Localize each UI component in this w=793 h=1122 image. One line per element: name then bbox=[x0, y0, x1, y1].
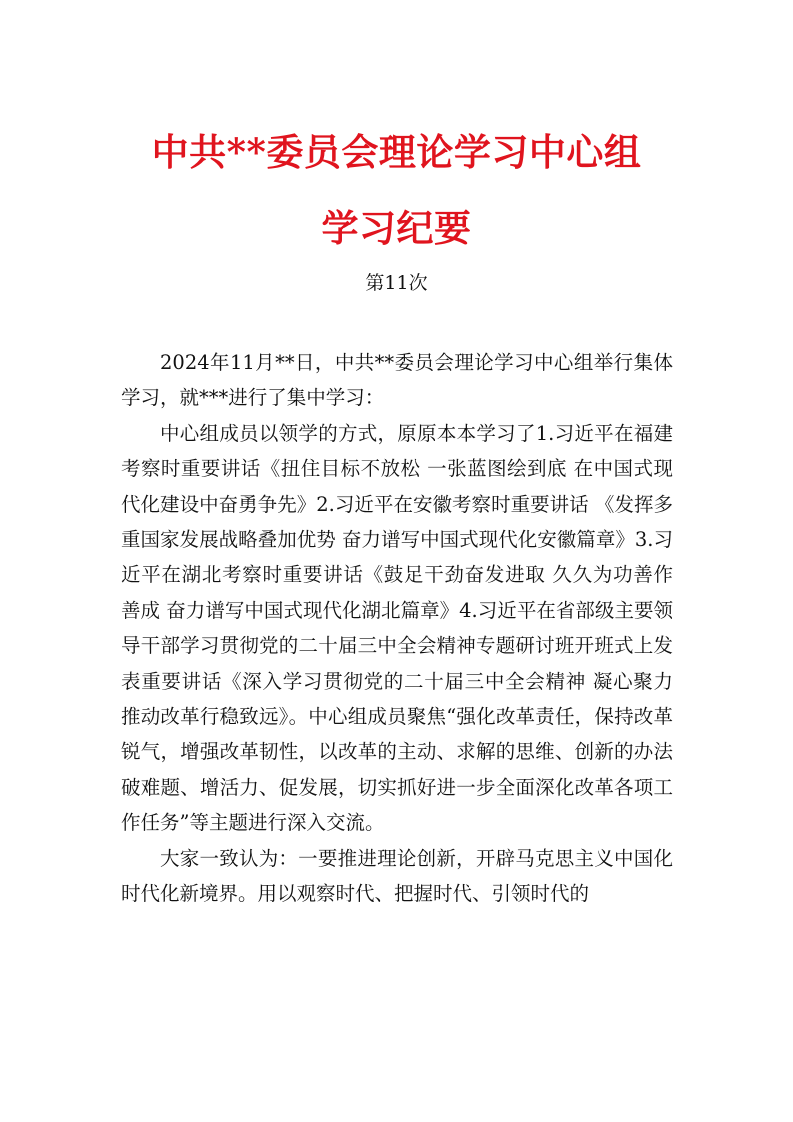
document-title-line-1: 中共**委员会理论学习中心组 bbox=[151, 130, 642, 174]
issue-number: 第11次 bbox=[365, 272, 428, 294]
document-body bbox=[121, 345, 673, 912]
document-title-line-2: 学习纪要 bbox=[321, 206, 472, 250]
paragraph-intro: 2024年11月**日，中共**委员会理论学习中心组举行集体学习，就***进行了集中学习： bbox=[121, 351, 673, 410]
paragraph-consensus: 大家一致认为：一要推进理论创新，开辟马克思主义中国化时代化新境界。用以观察时代、把握时代、引领时代的 bbox=[121, 846, 673, 906]
paragraph-study-content: 中心组成员以领学的方式，原原本本学习了1.习近平在福建考察时重要讲话《扭住目标不放松 一张蓝图绘到底 在中国式现代化建设中奋勇争先》2.习近平在安徽考察时重要讲话 《发挥多重国家发展战略叠加优势 奋力谱写中国式现代化安徽篇章》3.习近平在湖北考察时重要讲话《鼓足干劲奋发进取 久久为功善作善成 奋力谱写中国式现代化湖北篇章》4.习近平在省部级主要领导干部学习贯彻党的二十届三中全会精神专题研讨班开班式上发表重要讲话《深入学习贯彻党的二十届三中全会精神 凝心聚力推动改革行稳致远》。中心组成员聚焦“强化改革责任，保持改革锐气，增强改革韧性，以改革的主动、求解的思维、创新的办法破难题、增活力、促发展，切实抓好进一步全面深化改革各项工作任务”等主题进行深入交流。 bbox=[121, 421, 673, 835]
